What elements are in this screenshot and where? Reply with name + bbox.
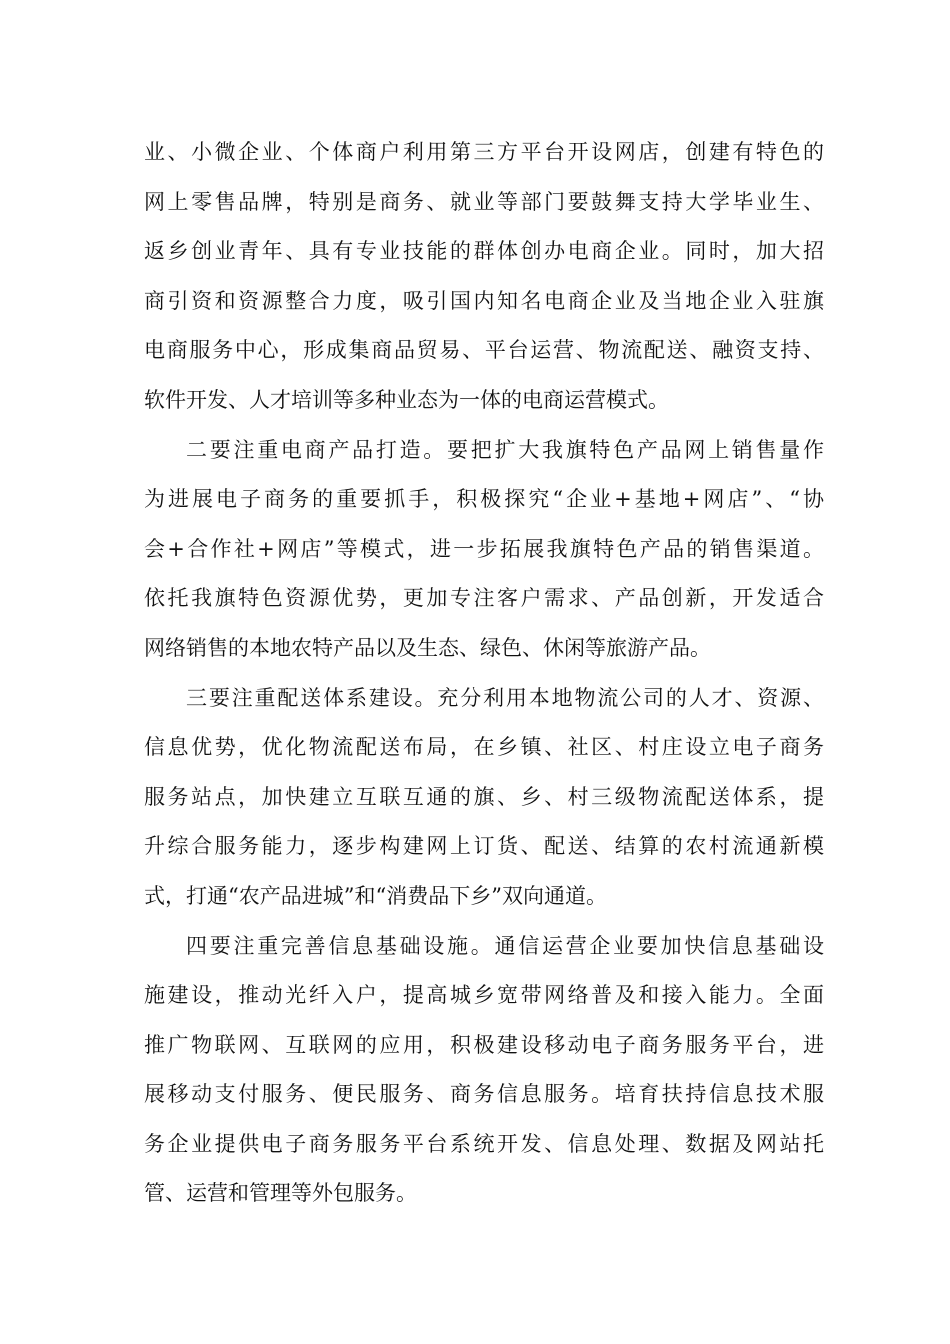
text-line: 展移动支付服务、便民服务、商务信息服务。培育扶持信息技术服	[144, 1082, 824, 1107]
text-line: 务企业提供电子商务服务平台系统开发、信息处理、数据及网站托	[144, 1131, 824, 1156]
text-line: 电商服务中心，形成集商品贸易、平台运营、物流配送、融资支持、	[144, 338, 824, 363]
document-body	[144, 128, 824, 1219]
text-line: 服务站点，加快建立互联互通的旗、乡、村三级物流配送体系，提	[144, 784, 824, 809]
text-line: 管、运营和管理等外包服务。	[144, 1181, 417, 1206]
paragraph-info-infrastructure	[144, 922, 824, 1220]
paragraph-ecommerce-entities	[144, 128, 824, 426]
text-line: 业、小微企业、个体商户利用第三方平台开设网店，创建有特色的	[144, 140, 824, 164]
text-line: 商引资和资源整合力度，吸引国内知名电商企业及当地企业入驻旗	[144, 288, 824, 313]
text-line: 施建设，推动光纤入户，提高城乡宽带网络普及和接入能力。全面	[144, 983, 824, 1008]
text-line: 三要注重配送体系建设。充分利用本地物流公司的人才、资源、	[186, 685, 824, 710]
text-line: 网络销售的本地农特产品以及生态、绿色、休闲等旅游产品。	[144, 635, 711, 660]
paragraph-logistics-system	[144, 674, 824, 922]
text-line: 四要注重完善信息基础设施。通信运营企业要加快信息基础设	[186, 933, 824, 958]
text-line: 返乡创业青年、具有专业技能的群体创办电商企业。同时，加大招	[144, 239, 824, 264]
text-line: 升综合服务能力，逐步构建网上订货、配送、结算的农村流通新模	[144, 834, 824, 859]
text-line: 二要注重电商产品打造。要把扩大我旗特色产品网上销售量作	[186, 437, 824, 462]
text-line: 为进展电子商务的重要抓手，积极探究“企业+基地+网店”、“协	[144, 487, 824, 512]
text-line: 推广物联网、互联网的应用，积极建设移动电子商务服务平台，进	[144, 1032, 824, 1057]
text-line: 软件开发、人才培训等多种业态为一体的电商运营模式。	[144, 387, 669, 412]
paragraph-product-building	[144, 426, 824, 674]
text-line: 式，打通“农产品进城”和“消费品下乡”双向通道。	[144, 883, 607, 908]
text-line: 网上零售品牌，特别是商务、就业等部门要鼓舞支持大学毕业生、	[144, 189, 824, 214]
text-line: 会+合作社+网店”等模式，进一步拓展我旗特色产品的销售渠道。	[144, 536, 824, 561]
text-line: 依托我旗特色资源优势，更加专注客户需求、产品创新，开发适合	[144, 586, 824, 611]
text-line: 信息优势，优化物流配送布局，在乡镇、社区、村庄设立电子商务	[144, 735, 824, 760]
